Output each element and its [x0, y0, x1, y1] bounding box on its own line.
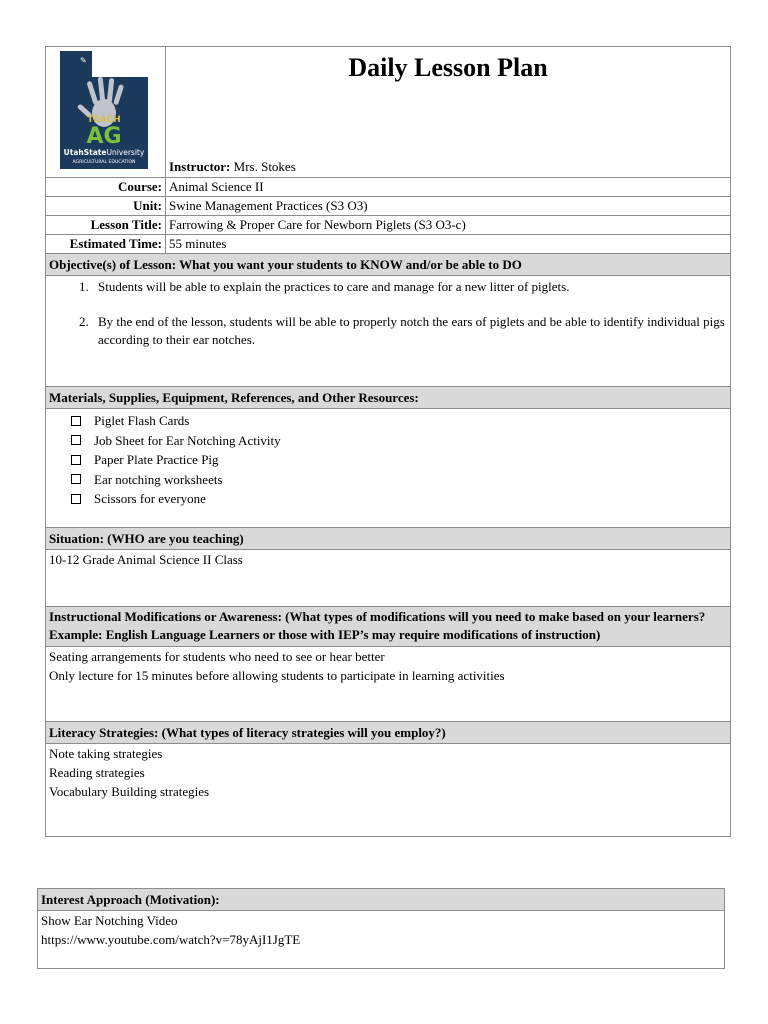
- situation-row: [46, 550, 731, 607]
- objectives-cell: [46, 276, 731, 387]
- materials-heading: Materials, Supplies, Equipment, References, and Other Resources:: [46, 387, 731, 409]
- unit-value: Swine Management Practices (S3 O3): [166, 197, 731, 216]
- interest-cell: [38, 911, 725, 969]
- literacy-line: Note taking strategies: [49, 746, 163, 761]
- course-value: Animal Science II: [166, 178, 731, 197]
- material-item: [71, 450, 727, 470]
- course-label: Course:: [46, 178, 166, 197]
- interest-heading: Interest Approach (Motivation):: [38, 889, 725, 911]
- literacy-header-row: [46, 722, 731, 744]
- situation-cell: [46, 550, 731, 607]
- literacy-line: Reading strategies: [49, 765, 145, 780]
- estimated-time-row: [46, 235, 731, 254]
- logo-cell: [46, 47, 166, 178]
- material-item: [71, 470, 727, 490]
- materials-cell: [46, 409, 731, 528]
- lesson-title-row: [46, 216, 731, 235]
- instructor-value: Mrs. Stokes: [233, 159, 296, 174]
- instructor-label: Instructor:: [169, 159, 231, 174]
- materials-list: [49, 411, 727, 509]
- checkbox-icon: [71, 474, 81, 484]
- logo-department: AGRICULTURAL EDUCATION: [72, 160, 136, 165]
- objectives-header-row: [46, 254, 731, 276]
- title-row: [46, 47, 731, 178]
- material-text: Piglet Flash Cards: [94, 413, 190, 428]
- lesson-title-value: Farrowing & Proper Care for Newborn Piglets (S3 O3-c): [166, 216, 731, 235]
- material-item: [71, 431, 727, 451]
- objectives-heading: Objective(s) of Lesson: What you want your students to KNOW and/or be able to DO: [46, 254, 731, 276]
- material-text: Paper Plate Practice Pig: [94, 452, 219, 467]
- interest-row: [38, 911, 725, 969]
- lesson-plan-table: [45, 46, 731, 837]
- situation-heading: Situation: (WHO are you teaching): [46, 528, 731, 550]
- material-text: Ear notching worksheets: [94, 471, 223, 487]
- material-item: [71, 489, 727, 509]
- checkbox-icon: [71, 455, 81, 465]
- objectives-list: [49, 278, 727, 349]
- modifications-header-row: [46, 607, 731, 647]
- course-row: [46, 178, 731, 197]
- material-text: Scissors for everyone: [94, 491, 206, 506]
- literacy-heading: Literacy Strategies: (What types of literacy strategies will you employ?): [46, 722, 731, 744]
- objective-item: 1. Students will be able to explain the practices to care and manage for a new litter of piglets.: [92, 278, 727, 296]
- modifications-row: [46, 647, 731, 722]
- logo-mark: ✎: [80, 56, 87, 65]
- interest-line: Show Ear Notching Video: [41, 913, 178, 928]
- logo-word: TEACH: [87, 115, 121, 125]
- page-title: Daily Lesson Plan: [348, 53, 548, 82]
- interest-approach-table: [37, 888, 725, 969]
- teach-ag-logo: [60, 51, 148, 169]
- unit-row: [46, 197, 731, 216]
- logo-university: UtahStateUniversity: [63, 148, 145, 157]
- checkbox-icon: [71, 435, 81, 445]
- materials-row: [46, 409, 731, 528]
- literacy-row: [46, 744, 731, 837]
- materials-header-row: [46, 387, 731, 409]
- material-text: Job Sheet for Ear Notching Activity: [94, 432, 281, 448]
- logo-big: AG: [86, 124, 122, 149]
- estimated-time-label: Estimated Time:: [46, 235, 166, 254]
- title-cell: [166, 47, 731, 178]
- modification-line: Seating arrangements for students who need to see or hear better: [49, 649, 385, 664]
- objective-item: 2. By the end of the lesson, students will be able to properly notch the ears of piglets and be able to identify individual pigs according to their ear notches.: [92, 313, 727, 349]
- literacy-line: Vocabulary Building strategies: [49, 784, 210, 799]
- video-link[interactable]: https://www.youtube.com/watch?v=78yAjI1JgTE: [41, 932, 301, 947]
- literacy-cell: [46, 744, 731, 837]
- checkbox-icon: [71, 416, 81, 426]
- material-item: [71, 411, 727, 431]
- modification-line: Only lecture for 15 minutes before allowing students to participate in learning activities: [49, 668, 505, 683]
- situation-text: 10-12 Grade Animal Science II Class: [49, 552, 243, 567]
- instructor-line: [169, 158, 296, 176]
- unit-label: Unit:: [46, 197, 166, 216]
- modifications-heading: Instructional Modifications or Awareness: (What types of modifications will you need to make based on your learners? Example: English Language Learners or those with IEP’s may require modifications of instruction): [46, 607, 731, 647]
- modifications-cell: [46, 647, 731, 722]
- lesson-title-label: Lesson Title:: [46, 216, 166, 235]
- checkbox-icon: [71, 494, 81, 504]
- estimated-time-value: 55 minutes: [166, 235, 731, 254]
- objectives-row: [46, 276, 731, 387]
- situation-header-row: [46, 528, 731, 550]
- interest-header-row: [38, 889, 725, 911]
